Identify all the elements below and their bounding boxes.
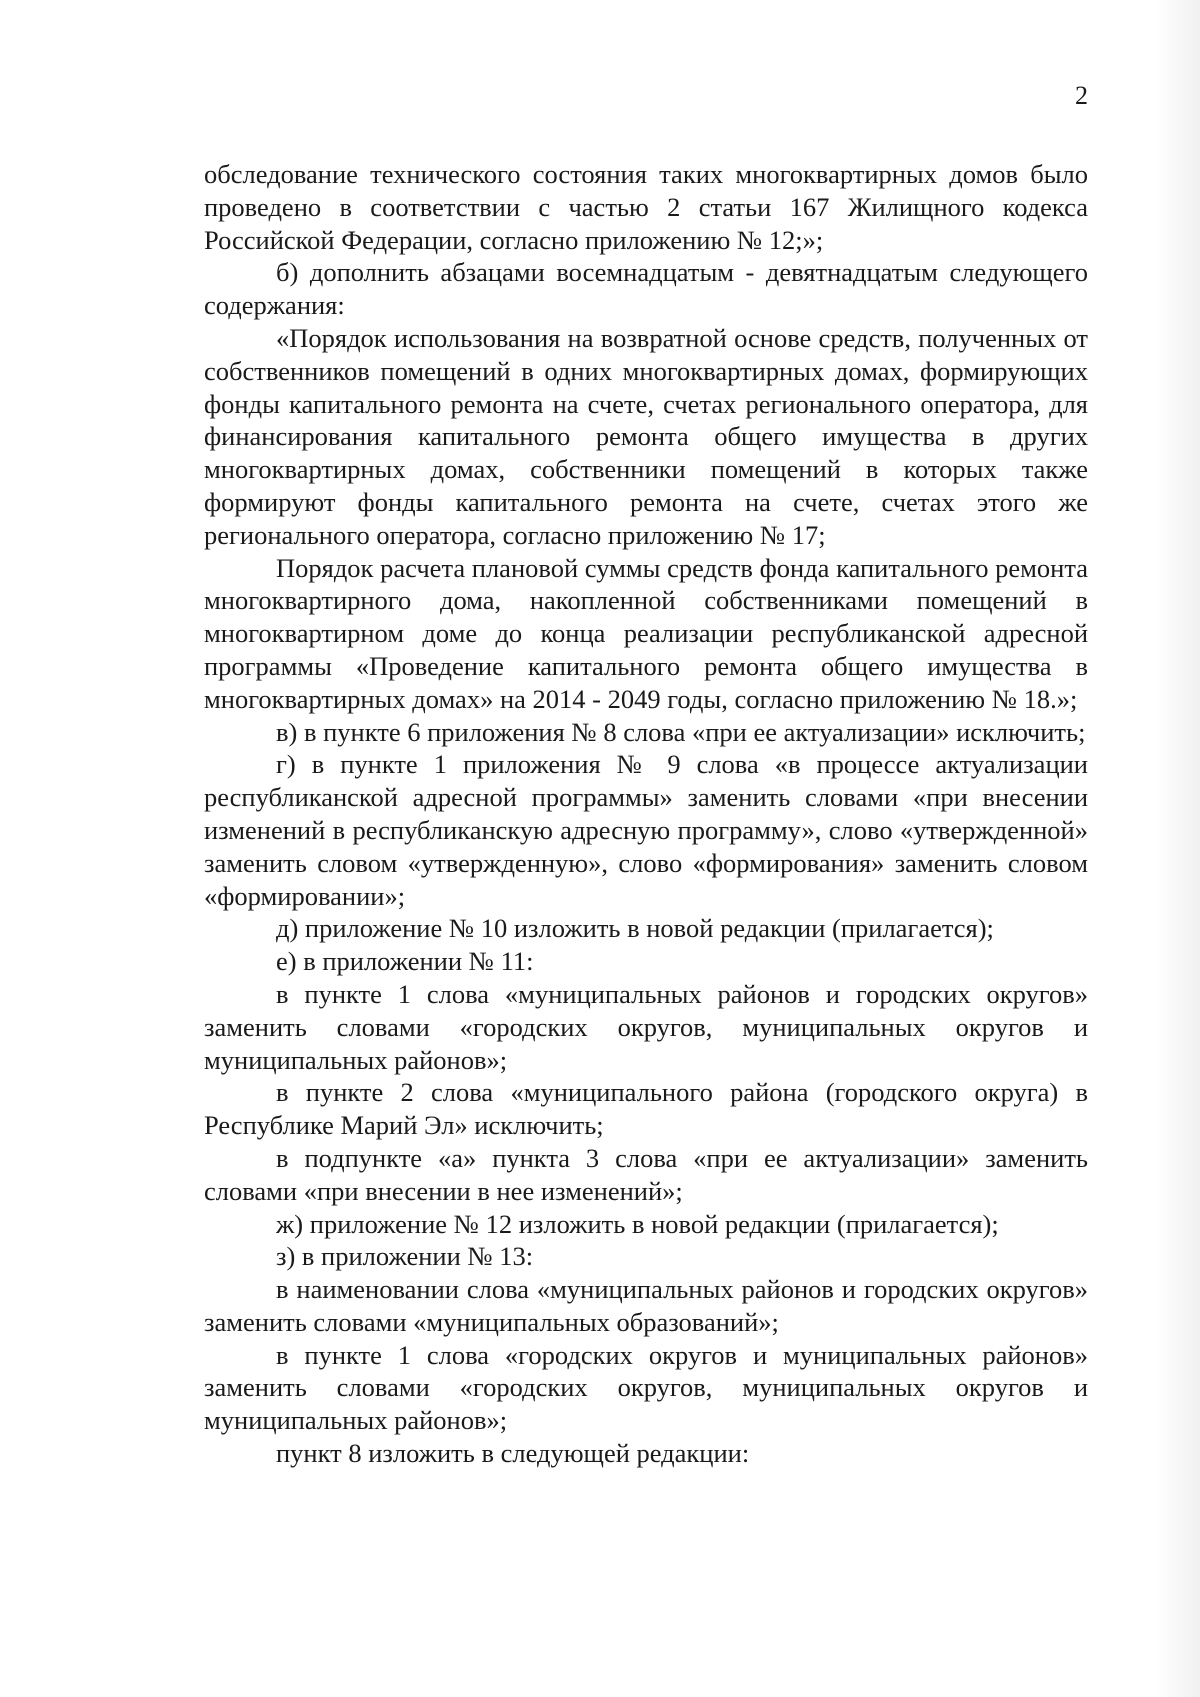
paragraph: в) в пункте 6 приложения № 8 слова «при ее актуализации» исключить;: [276, 716, 1086, 747]
paragraph: в подпункте «а» пункта 3 слова «при ее актуализации» заменить словами «при внесении в нее изменений»;: [204, 1142, 1088, 1206]
paragraph: пункт 8 изложить в следующей редакции:: [276, 1438, 750, 1469]
paragraph: обследование технического состояния таких многоквартирных домов было проведено в соответствии с частью 2 статьи 167 Жилищного кодекса Российской Федерации, согласно приложению № 12;»;: [204, 159, 1088, 255]
paragraph: в наименовании слова «муниципальных районов и городских округов» заменить словами «муниципальных образований»;: [204, 1274, 1088, 1337]
paragraph: ж) приложение № 12 изложить в новой редакции (прилагается);: [276, 1208, 999, 1239]
paragraph: в пункте 1 слова «городских округов и муниципальных районов» заменить словами «городских округов, муниципальных округов и муниципальных районов»;: [204, 1339, 1088, 1436]
paragraph: е) в приложении № 11:: [276, 946, 534, 977]
paragraph: Порядок расчета плановой суммы средств фонда капитального ремонта многоквартирного дома, накопленной собственниками помещений в многоквартирном доме до конца реализации республиканской адресной программы «Проведение капитального ремонта общего имущества в многоквартирных домах» на 2014 - 2049 годы, согласно приложению № 18.»;: [204, 552, 1088, 714]
paragraph: з) в приложении № 13:: [276, 1241, 534, 1272]
paragraph: «Порядок использования на возвратной основе средств, полученных от собственников помещений в одних многоквартирных домах, формирующих фонды капитального ремонта на счете, счетах регионального оператора, для финансирования капитального ремонта общего имущества в других многоквартирных домах, собственники помещений в которых также формируют фонды капитального ремонта на счете, счетах этого же регионального оператора, согласно приложению № 17;: [204, 322, 1088, 550]
paragraph: д) приложение № 10 изложить в новой редакции (прилагается);: [276, 913, 994, 944]
paragraph: в пункте 2 слова «муниципального района (городского округа) в Республике Марий Эл» исключить;: [204, 1077, 1088, 1141]
paragraph: г) в пункте 1 приложения № 9 слова «в процессе актуализации республиканской адресной программы» заменить словами «при внесении изменений в республиканскую адресную программу», слово «утвержденной» заменить словом «утвержденную», слово «формирования» заменить словом «формировании»;: [204, 749, 1088, 911]
paragraph: б) дополнить абзацами восемнадцатым - девятнадцатым следующего содержания:: [204, 257, 1088, 321]
page-number: 2: [1075, 81, 1088, 110]
paragraph: в пункте 1 слова «муниципальных районов и городских округов» заменить словами «городских округов, муниципальных округов и муниципальных районов»;: [204, 978, 1088, 1075]
scan-edge-shadow: [1155, 0, 1200, 1697]
document-body: [204, 158, 1088, 1470]
